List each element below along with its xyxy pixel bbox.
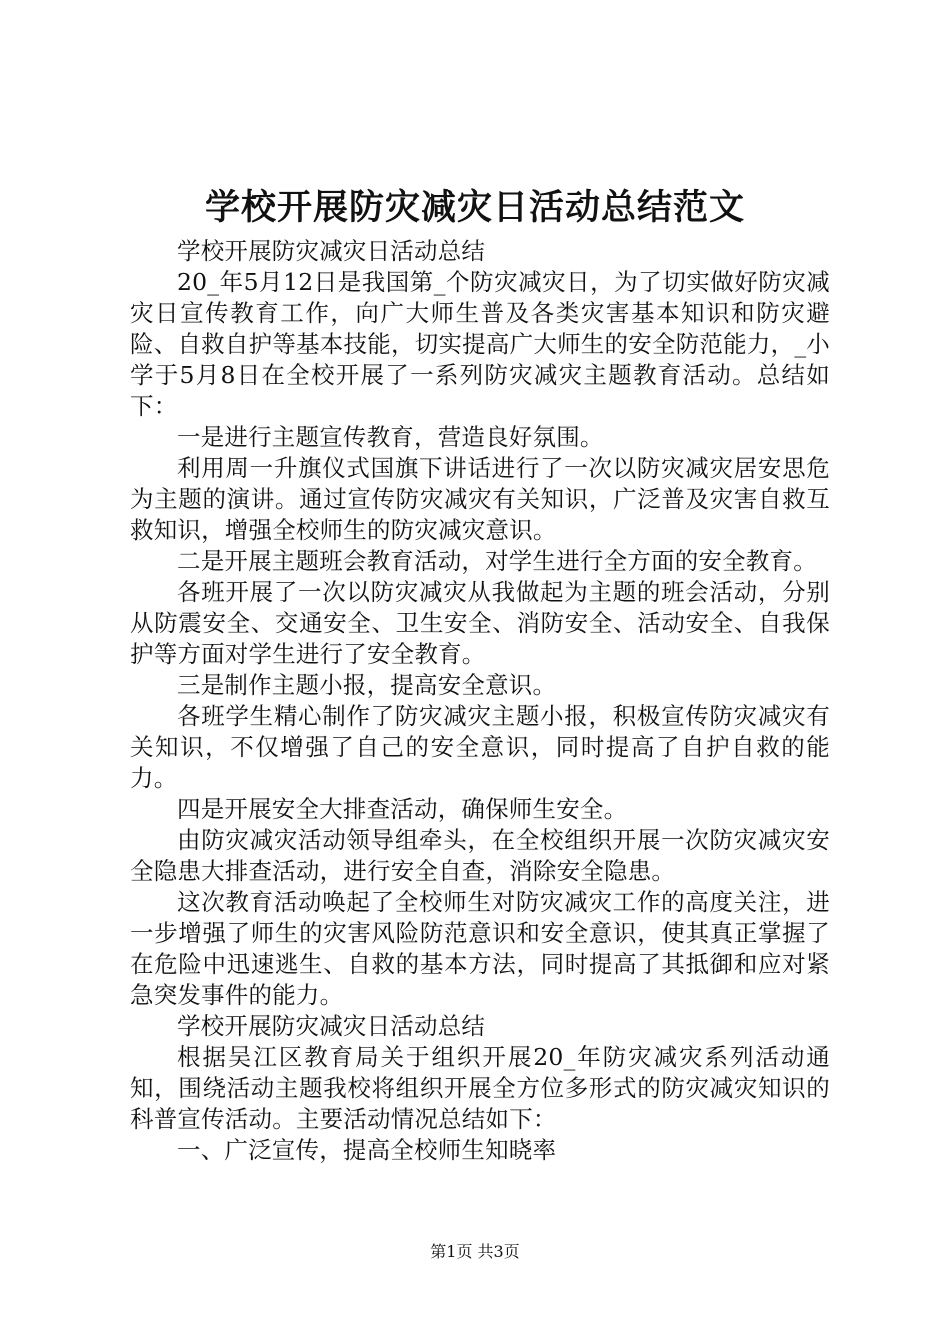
paragraph-subtitle-1: 学校开展防灾减灾日活动总结 (177, 237, 486, 265)
page-number-footer: 第1页 共3页 (430, 1242, 520, 1261)
document-title: 学校开展防灾减灾日活动总结范文 (204, 187, 745, 228)
document-body (130, 236, 830, 1166)
paragraph-conclusion: 这次教育活动唤起了全校师生对防灾减灾工作的高度关注，进一步增强了师生的灾害风险防范意识和安全意识，使其真正掌握了在危险中迅速逃生、自救的基本方法，同时提高了其抵御和应对紧急突发事件的能力。 (130, 888, 830, 1009)
paragraph-body-3: 各班学生精心制作了防灾减灾主题小报，积极宣传防灾减灾有关知识，不仅增强了自己的安全意识，同时提高了自护自救的能力。 (130, 702, 830, 792)
paragraph-heading-5: 一、广泛宣传，提高全校师生知晓率 (177, 1136, 557, 1164)
paragraph-heading-2: 二是开展主题班会教育活动，对学生进行全方面的安全教育。 (177, 547, 817, 575)
paragraph-heading-3: 三是制作主题小报，提高安全意识。 (177, 671, 557, 699)
paragraph-body-1: 利用周一升旗仪式国旗下讲话进行了一次以防灾减灾居安思危为主题的演讲。通过宣传防灾减灾有关知识，广泛普及灾害自救互救知识，增强全校师生的防灾减灾意识。 (130, 454, 830, 544)
paragraph-heading-1: 一是进行主题宣传教育，营造良好氛围。 (177, 423, 604, 451)
paragraph-body-2: 各班开展了一次以防灾减灾从我做起为主题的班会活动，分别从防震安全、交通安全、卫生安全、消防安全、活动安全、自我保护等方面对学生进行了安全教育。 (130, 578, 830, 668)
paragraph-intro-2: 根据吴江区教育局关于组织开展20_年防灾减灾系列活动通知，围绕活动主题我校将组织开展全方位多形式的防灾减灾知识的科普宣传活动。主要活动情况总结如下： (130, 1043, 830, 1133)
paragraph-intro: 20_年5月12日是我国第_个防灾减灾日，为了切实做好防灾减灾日宣传教育工作，向广大师生普及各类灾害基本知识和防灾避险、自救自护等基本技能，切实提高广大师生的安全防范能力，_小学于5月8日在全校开展了一系列防灾减灾主题教育活动。总结如下： (130, 268, 830, 420)
paragraph-body-4: 由防灾减灾活动领导组牵头，在全校组织开展一次防灾减灾安全隐患大排查活动，进行安全自查，消除安全隐患。 (130, 826, 830, 885)
paragraph-subtitle-2: 学校开展防灾减灾日活动总结 (177, 1012, 486, 1040)
paragraph-heading-4: 四是开展安全大排查活动，确保师生安全。 (177, 795, 628, 823)
